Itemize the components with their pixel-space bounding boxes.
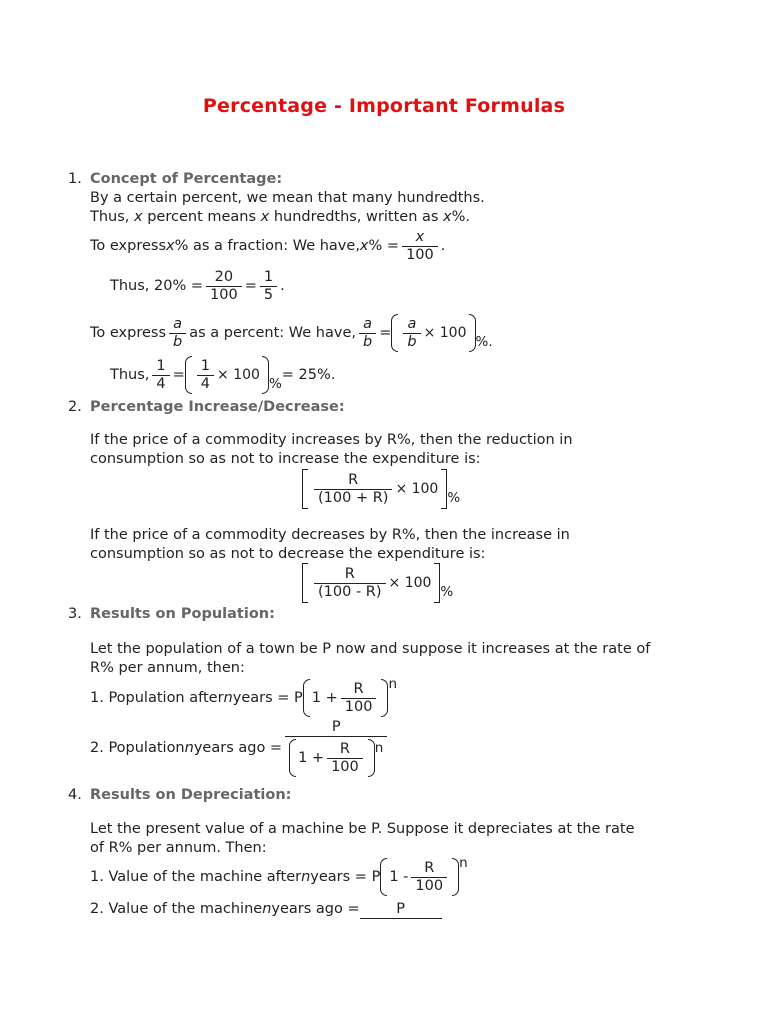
page-title: Percentage - Important Formulas [202,95,566,117]
s1-fraction-expression: To express x % as a fraction: We have, x % = $\frac{x}{100}$ . [90,229,446,263]
s2-formula-increase: $\frac{R}{(100 + R)}$ × 100 % [302,469,460,509]
fraction-20-100: $\frac{20}{100}$ [206,269,242,304]
fraction-1-5: $\frac{1}{5}$ [260,269,277,304]
s1-percent-expression: To express $\frac{a}{b}$ as a percent: We have, $\frac{a}{b}$ = $\frac{a}{b}$ × 100 %. [90,314,493,352]
s4-para-line-1: Let the present value of a machine be P. Suppose it depreciates at the rate [90,821,635,837]
parenthesis-group: $\frac{1}{4}$ × 100 [185,356,269,394]
section-2-heading: Percentage Increase/Decrease: [90,399,345,415]
s4-item-1: 1. Value of the machine after n years = P 1 - $\frac{R}{100}$ n [90,858,468,896]
s3-item-2: 2. Population n years ago = P 1 + $\frac{R}{100}$ n [90,719,390,777]
s4-item-2: 2. Value of the machine n years ago = P [90,900,442,919]
s1-example-1-4: Thus, $\frac{1}{4}$ = $\frac{1}{4}$ × 100 % = 25%. [110,356,335,394]
s3-para-line-2: R% per annum, then: [90,660,245,676]
section-4-heading: Results on Depreciation: [90,787,292,803]
section-4-number: 4. [68,787,82,803]
s2-formula-decrease: $\frac{R}{(100 - R)}$ × 100 % [302,563,453,603]
value-ago-numerator: P [360,901,442,919]
fraction-a-b-2: $\frac{a}{b}$ [359,316,376,351]
population-ago-fraction: P 1 + $\frac{R}{100}$ n [285,719,387,777]
s2-para-1-line-1: If the price of a commodity increases by R%, then the reduction in [90,432,573,448]
x-over-100-fraction: $\frac{x}{100}$ [402,229,438,264]
s2-para-2-line-2: consumption so as not to decrease the expenditure is: [90,546,486,562]
s1-line-1: By a certain percent, we mean that many hundredths. [90,190,485,206]
s3-item-1: 1. Population after n years = P 1 + $\frac{R}{100}$ n [90,679,397,717]
section-1-number: 1. [68,171,82,187]
s3-para-line-1: Let the population of a town be P now and suppose it increases at the rate of [90,641,651,657]
section-3-heading: Results on Population: [90,606,275,622]
s1-example-20-percent: Thus, 20% = $\frac{20}{100}$ = $\frac{1}{5}$ . [110,269,285,303]
section-2-number: 2. [68,399,82,415]
s2-para-2-line-1: If the price of a commodity decreases by R%, then the increase in [90,527,570,543]
s2-para-1-line-2: consumption so as not to increase the expenditure is: [90,451,481,467]
fraction-1-4: $\frac{1}{4}$ [152,358,169,393]
s1-line-2: Thus, x percent means x hundredths, written as x%. [90,209,471,225]
s4-para-line-2: of R% per annum. Then: [90,840,267,856]
fraction-a-b: $\frac{a}{b}$ [169,316,186,351]
section-1-heading: Concept of Percentage: [90,171,283,187]
parenthesis-group: $\frac{a}{b}$ × 100 [391,314,475,352]
section-3-number: 3. [68,606,82,622]
